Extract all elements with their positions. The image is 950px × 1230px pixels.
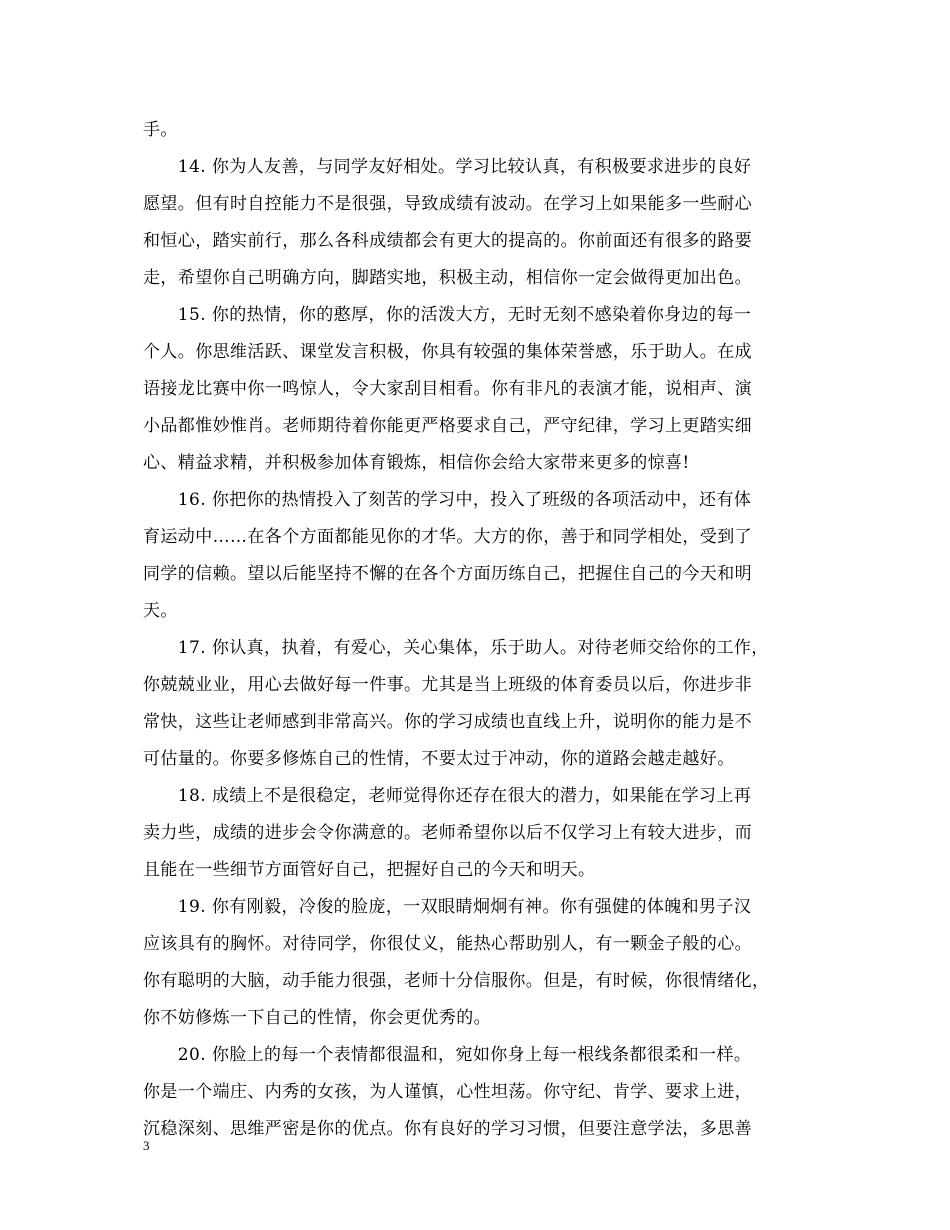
text-line: 你有聪明的大脑，动手能力很强，老师十分信服你。但是，有时候，你很情绪化， xyxy=(143,971,770,991)
text-line: 18. 成绩上不是很稳定，老师觉得你还存在很大的潜力，如果能在学习上再 xyxy=(143,786,752,806)
text-line: 20. 你脸上的每一个表情都很温和，宛如你身上每一根线条都很柔和一样。 xyxy=(143,1045,752,1065)
text-line: 19. 你有刚毅，冷俊的脸庞，一双眼睛炯炯有神。你有强健的体魄和男子汉 xyxy=(143,897,752,917)
text-line: 个人。你思维活跃、课堂发言积极，你具有较强的集体荣誉感，乐于助人。在成 xyxy=(143,342,752,362)
text-line: 可估量的。你要多修炼自己的性情，不要太过于冲动，你的道路会越走越好。 xyxy=(143,749,735,769)
text-line: 走，希望你自己明确方向，脚踏实地，积极主动，相信你一定会做得更加出色。 xyxy=(143,268,752,288)
text-line: 常快，这些让老师感到非常高兴。你的学习成绩也直线上升，说明你的能力是不 xyxy=(143,712,752,732)
text-line: 且能在一些细节方面管好自己，把握好自己的今天和明天。 xyxy=(143,860,596,880)
text-line: 和恒心，踏实前行，那么各科成绩都会有更大的提高的。你前面还有很多的路要 xyxy=(143,231,752,251)
text-line: 天。 xyxy=(143,601,178,621)
text-line: 卖力些，成绩的进步会令你满意的。老师希望你以后不仅学习上有较大进步，而 xyxy=(143,823,752,843)
text-line: 小品都惟妙惟肖。老师期待着你能更严格要求自己，严守纪律，学习上更踏实细 xyxy=(143,416,752,436)
text-line: 17. 你认真，执着，有爱心，关心集体，乐于助人。对待老师交给你的工作， xyxy=(143,638,769,658)
text-line: 同学的信赖。望以后能坚持不懈的在各个方面历练自己，把握住自己的今天和明 xyxy=(143,564,752,584)
text-line: 你不妨修炼一下自己的性情，你会更优秀的。 xyxy=(143,1008,491,1028)
text-line: 育运动中……在各个方面都能见你的才华。大方的你，善于和同学相处，受到了 xyxy=(143,527,752,547)
text-line: 15. 你的热情，你的憨厚，你的活泼大方，无时无刻不感染着你身边的每一 xyxy=(143,305,752,325)
text-line: 16. 你把你的热情投入了刻苦的学习中，投入了班级的各项活动中，还有体 xyxy=(143,490,752,510)
text-line: 手。 xyxy=(143,120,178,140)
text-line: 心、精益求精，并积极参加体育锻炼，相信你会给大家带来更多的惊喜! xyxy=(143,453,690,473)
text-line: 愿望。但有时自控能力不是很强，导致成绩有波动。在学习上如果能多一些耐心 xyxy=(143,194,752,214)
text-line: 你是一个端庄、内秀的女孩，为人谨慎，心性坦荡。你守纪、肯学、要求上进， xyxy=(143,1082,752,1102)
text-line: 应该具有的胸怀。对待同学，你很仗义，能热心帮助别人，有一颗金子般的心。 xyxy=(143,934,752,954)
text-line: 沉稳深刻、思维严密是你的优点。你有良好的学习习惯，但要注意学法，多思善 xyxy=(143,1119,752,1139)
text-line: 语接龙比赛中你一鸣惊人，令大家刮目相看。你有非凡的表演才能，说相声、演 xyxy=(143,379,752,399)
page-number: 3 xyxy=(143,1138,150,1153)
text-line: 14. 你为人友善，与同学友好相处。学习比较认真，有积极要求进步的良好 xyxy=(143,157,752,177)
text-line: 你兢兢业业，用心去做好每一件事。尤其是当上班级的体育委员以后，你进步非 xyxy=(143,675,752,695)
